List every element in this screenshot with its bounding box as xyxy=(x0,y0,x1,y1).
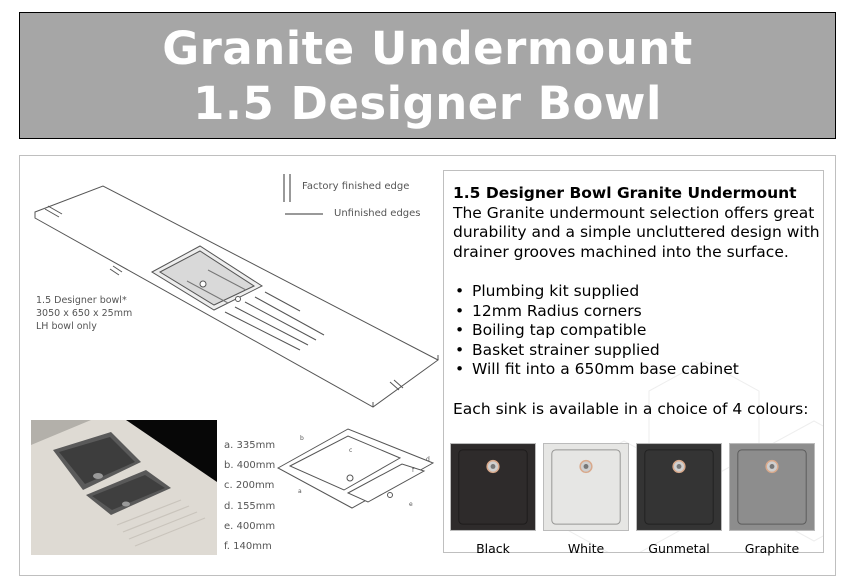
feature-list xyxy=(453,282,821,380)
swatch-white xyxy=(543,443,629,556)
feature-item: • 12mm Radius corners xyxy=(453,302,821,322)
description-content xyxy=(453,184,821,419)
letter-d: d xyxy=(426,456,430,463)
bowl-note xyxy=(36,294,132,333)
feature-item: • Basket strainer supplied xyxy=(453,341,821,361)
title-line-1: Granite Undermount xyxy=(162,21,693,75)
dimension-e: e. 400mm xyxy=(224,520,276,532)
dimension-list xyxy=(224,436,275,557)
sink-swatch xyxy=(450,443,536,531)
letter-f: f xyxy=(412,467,415,474)
dimension-a: a. 335mm xyxy=(224,440,276,451)
bowl-note-line: 3050 x 650 x 25mm xyxy=(36,308,133,319)
swatch-label: Gunmetal xyxy=(648,541,710,556)
swatch-graphite xyxy=(729,443,815,556)
swatch-label: Black xyxy=(476,541,510,556)
swatch-black xyxy=(450,443,536,556)
dimension-f: f. 140mm xyxy=(224,541,272,553)
colour-swatches xyxy=(450,443,820,556)
swatch-gunmetal xyxy=(636,443,722,556)
letter-b: b xyxy=(300,435,304,442)
letter-c: c xyxy=(349,447,353,454)
letter-a: a xyxy=(298,488,302,495)
dimension-d: d. 155mm xyxy=(224,500,276,512)
sink-swatch xyxy=(729,443,815,531)
description-body: The Granite undermount selection offers great durability and a simple uncluttered design with drainer grooves machined into the surface. xyxy=(453,203,820,261)
title-line-2: 1.5 Designer Bowl xyxy=(193,76,662,130)
bowl-note-line: 1.5 Designer bowl* xyxy=(36,295,127,306)
feature-item: • Will fit into a 650mm base cabinet xyxy=(453,360,821,380)
description-title: 1.5 Designer Bowl Granite Undermount xyxy=(453,184,797,202)
dimension-b: b. 400mm xyxy=(224,460,276,472)
sink-swatch xyxy=(636,443,722,531)
sink-photo xyxy=(31,420,217,555)
title-banner xyxy=(19,12,836,139)
unfinished-edge-label: Unfinished edges xyxy=(334,208,421,219)
dimension-c: c. 200mm xyxy=(224,480,275,492)
letter-e: e xyxy=(409,501,413,508)
bowl-note-line: LH bowl only xyxy=(36,321,97,332)
swatch-label: White xyxy=(567,541,605,556)
factory-edge-legend-icon xyxy=(281,174,293,202)
swatch-label: Graphite xyxy=(744,541,800,556)
factory-edge-label: Factory finished edge xyxy=(302,181,410,192)
sink-dimension-drawing xyxy=(272,424,442,514)
sink-swatch xyxy=(543,443,629,531)
feature-item: • Plumbing kit supplied xyxy=(453,282,821,302)
feature-item: • Boiling tap compatible xyxy=(453,321,821,341)
unfinished-edge-legend-icon xyxy=(285,212,323,216)
worktop-diagram xyxy=(20,170,440,415)
availability-text: Each sink is available in a choice of 4 colours: xyxy=(453,399,809,418)
